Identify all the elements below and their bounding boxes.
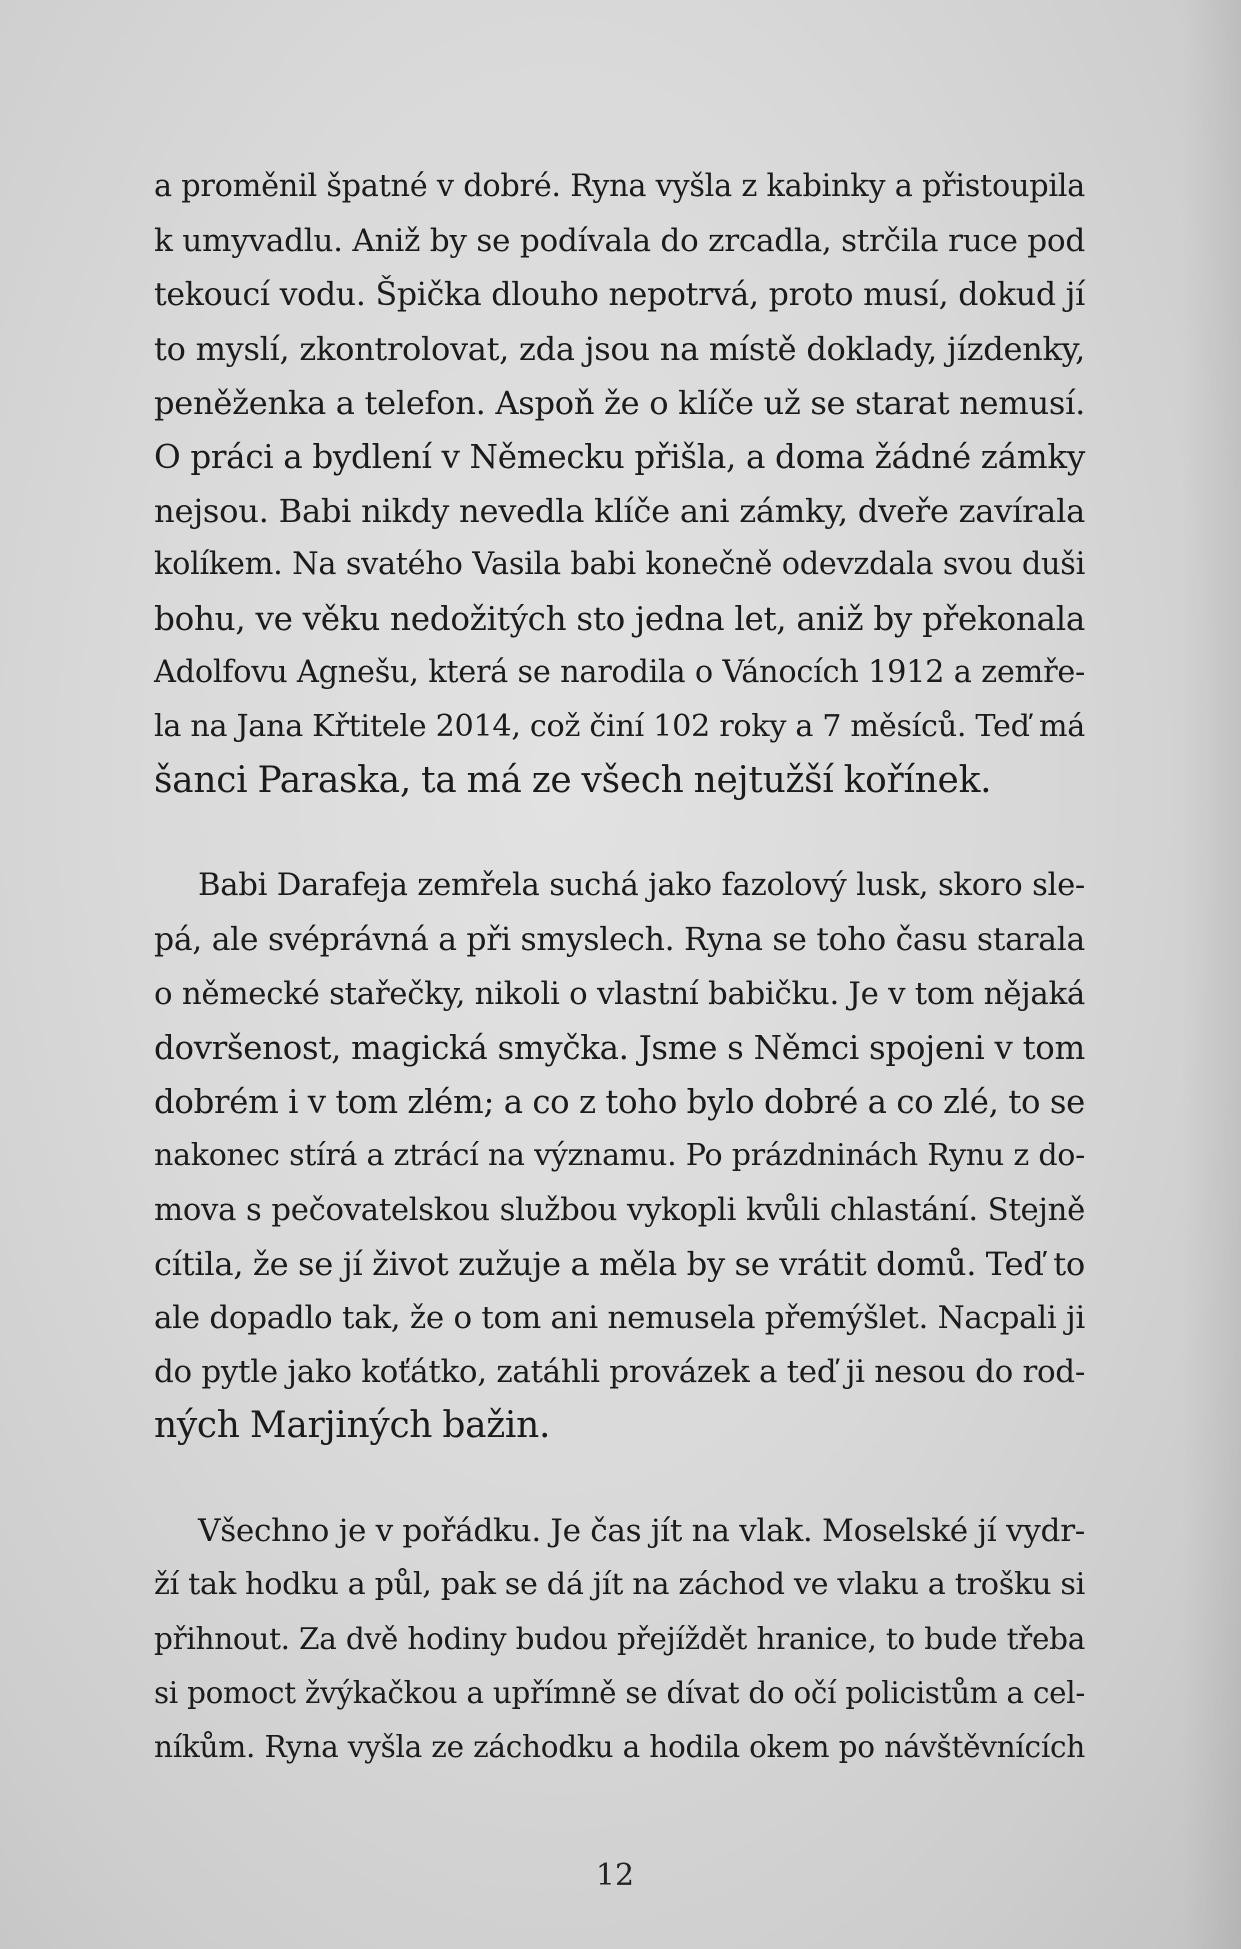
text-line: dobrém i v tom zlém; a co z toho bylo dobré a co zlé, to se bbox=[154, 1083, 1085, 1121]
text-line: šanci Paraska, ta má ze všech nejtužší kořínek. bbox=[154, 760, 992, 801]
text-line: la na Jana Křtitele 2014, což činí 102 roky a 7 měsíců. Teď má bbox=[154, 709, 1085, 744]
text-line: dovršenost, magická smyčka. Jsme s Němci spojeni v tom bbox=[154, 1029, 1085, 1067]
text-line: peněženka a telefon. Aspoň že o klíče už se starat nemusí. bbox=[154, 384, 1085, 422]
text-line: přihnout. Za dvě hodiny budou přejíždět hranice, to bude třeba bbox=[154, 1622, 1085, 1656]
text-line: nejsou. Babi nikdy nevedla klíče ani zámky, dveře zavírala bbox=[154, 492, 1085, 530]
text-line: a proměnil špatné v dobré. Ryna vyšla z kabinky a přistoupila bbox=[154, 169, 1085, 204]
paragraph-2 bbox=[154, 859, 1085, 1453]
text-line: do pytle jako koťátko, zatáhli provázek a teď ji nesou do rod- bbox=[154, 1354, 1085, 1390]
text-line: bohu, ve věku nedožitých sto jedna let, aniž by překonala bbox=[154, 600, 1085, 638]
text-line: mova s pečovatelskou službou vykopli kvůli chlastání. Stejně bbox=[154, 1192, 1085, 1228]
text-line: nakonec stírá a ztrácí na významu. Po prázdninách Rynu z do- bbox=[154, 1138, 1085, 1173]
text-line: si pomoct žvýkačkou a upřímně se dívat do očí policistům a cel- bbox=[154, 1676, 1085, 1710]
page-number: 12 bbox=[595, 1858, 635, 1893]
text-line: Všechno je v pořádku. Je čas jít na vlak. Moselské jí vydr- bbox=[198, 1513, 1085, 1549]
text-line: O práci a bydlení v Německu přišla, a doma žádné zámky bbox=[154, 438, 1085, 476]
text-line: o německé stařečky, nikoli o vlastní babičku. Je v tom nějaká bbox=[154, 976, 1085, 1012]
text-line: níkům. Ryna vyšla ze záchodku a hodila okem po návštěvnících bbox=[154, 1730, 1085, 1764]
text-line: k umyvadlu. Aniž by se podívala do zrcadla, strčila ruce pod bbox=[154, 223, 1085, 259]
paragraph-1 bbox=[154, 160, 1085, 808]
text-line: ží tak hodku a půl, pak se dá jít na záchod ve vlaku a trošku si bbox=[154, 1567, 1085, 1602]
text-line: pá, ale svéprávná a při smyslech. Ryna se toho času starala bbox=[154, 922, 1085, 958]
text-line: ných Marjiných bažin. bbox=[154, 1405, 551, 1446]
text-line: cítila, že se jí život zužuje a měla by se vrátit domů. Teď to bbox=[154, 1245, 1085, 1283]
paragraph-3 bbox=[154, 1504, 1085, 1774]
text-line: ale dopadlo tak, že o tom ani nemusela přemýšlet. Nacpali ji bbox=[154, 1300, 1085, 1336]
text-line: kolíkem. Na svatého Vasila babi konečně odevzdala svou duši bbox=[154, 547, 1085, 582]
text-line: Adolfovu Agnešu, která se narodila o Vánocích 1912 a zemře- bbox=[154, 655, 1085, 690]
text-line: Babi Darafeja zemřela suchá jako fazolový lusk, skoro sle- bbox=[198, 868, 1085, 903]
text-line: to myslí, zkontrolovat, zda jsou na místě doklady, jízdenky, bbox=[154, 330, 1085, 368]
text-line: tekoucí vodu. Špička dlouho nepotrvá, proto musí, dokud jí bbox=[154, 277, 1085, 313]
